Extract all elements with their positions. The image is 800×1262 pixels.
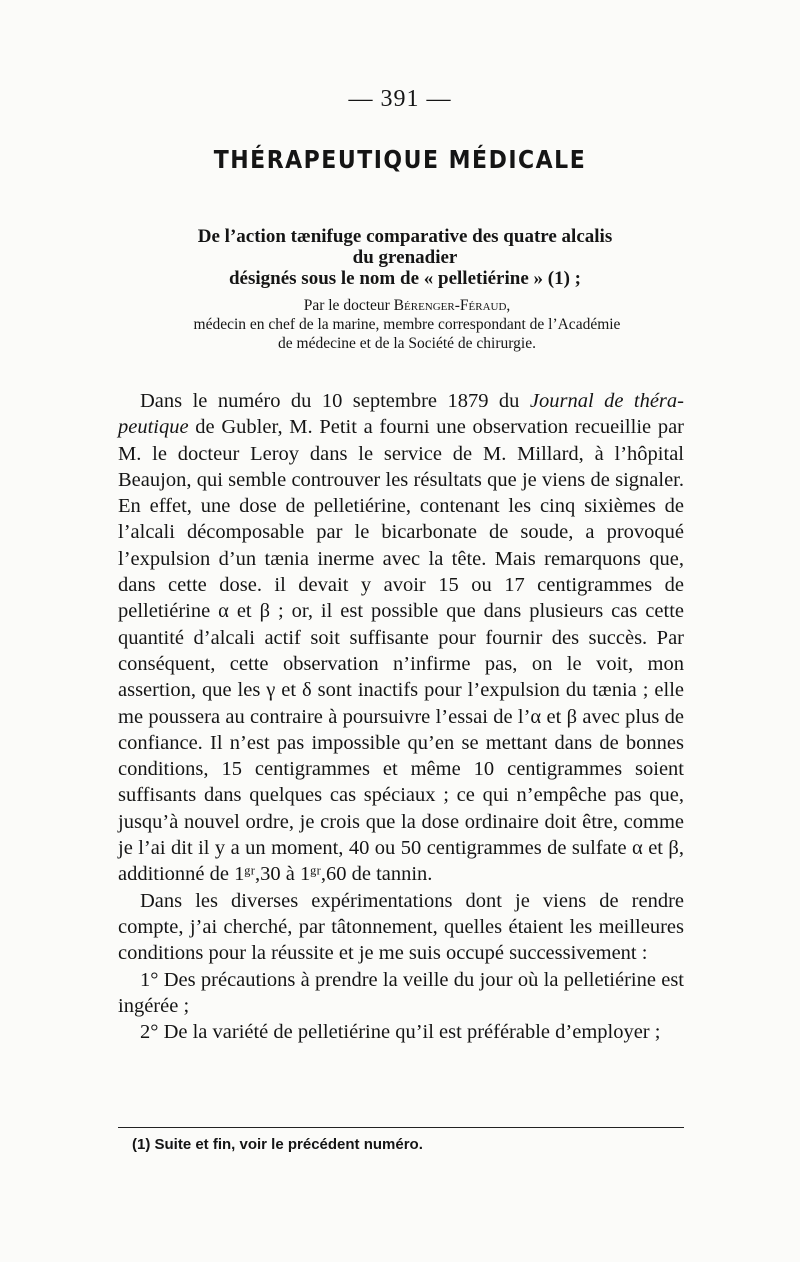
paragraph-1-text-end: de Gubler, M. Petit a fourni une observation recueillie par M. le docteur Leroy dans le service de M. Millard, à l’hôpital Beaujon, qui semble controuver les résultats que je viens de signaler. En effet, une dose de pelletiérine, contenant les cinq sixièmes de l’alcali décomposable par le bicarbonate de soude, a provoqué l’expulsion d’un tænia inerme avec la tête. Mais remarquons que, dans cette dose. il devait y avoir 15 ou 17 centigrammes de pelletiérine α et β ; or, il est possible que dans plusieurs cas cette quantité d’alcali actif soit suffisante pour fournir des succès. Par conséquent, cette observation n’infirme pas, on le voit, mon assertion, que les γ et δ sont inactifs pour l’expulsion du tænia ; elle me poussera au contraire à poursuivre l’essai de l’α et β avec plus de confiance. Il n’est pas impossible qu’en se mettant dans de bonnes conditions, 15 centigrammes et même 10 centigrammes soient suffisants dans quelques cas spéciaux ; ce qui n’empêche pas que, jusqu’à nouvel ordre, je crois que la dose ordinaire doit être, comme je l’ai dit il y a un moment, 40 ou 50 centigrammes de sulfate α et β, additionné de 1ᵍʳ,30 à 1ᵍʳ,60 de tannin. [118,416,684,886]
article-title-line-2: du grenadier [352,247,458,268]
page-number: — 391 — [348,86,452,112]
article-title-line-3: désignés sous le nom de « pelletiérine » (1) ; [228,268,581,289]
journal-title: Journal de thérapeutique [118,390,684,439]
article-body [118,388,684,1045]
article-title [120,226,690,289]
paragraph-1-text-start: Dans le numéro du 10 septembre 1879 du [140,390,530,412]
author-name: Bérenger-Féraud, [393,297,511,314]
byline-author-line [112,296,702,315]
byline-affiliation-line-1: médecin en chef de la marine, membre correspondant de l’Académie [193,316,621,333]
footnote: (1) Suite et fin, voir le précédent numéro. [132,1136,423,1153]
section-title: THÉRAPEUTIQUE MÉDICALE [213,146,587,175]
article-title-line-1: De l’action tænifuge comparative des quatre alcalis [197,226,613,247]
paragraph-1 [118,388,684,888]
byline-affiliation-line-2: de médecine et de la Société de chirurgie. [278,335,536,352]
paragraph-4: 2° De la variété de pelletiérine qu’il est préférable d’employer ; [140,1021,661,1044]
footnote-divider [118,1127,684,1128]
byline [112,296,702,353]
paragraph-3: 1° Des précautions à prendre la veille du jour où la pelletiérine est ingérée ; [118,968,684,1017]
byline-prefix: Par le docteur [303,297,390,314]
paragraph-2: Dans les diverses expérimentations dont je viens de rendre compte, j’ai cherché, par tâtonnement, quelles étaient les meilleures conditions pour la réussite et je me suis occupé successivement : [118,889,684,965]
